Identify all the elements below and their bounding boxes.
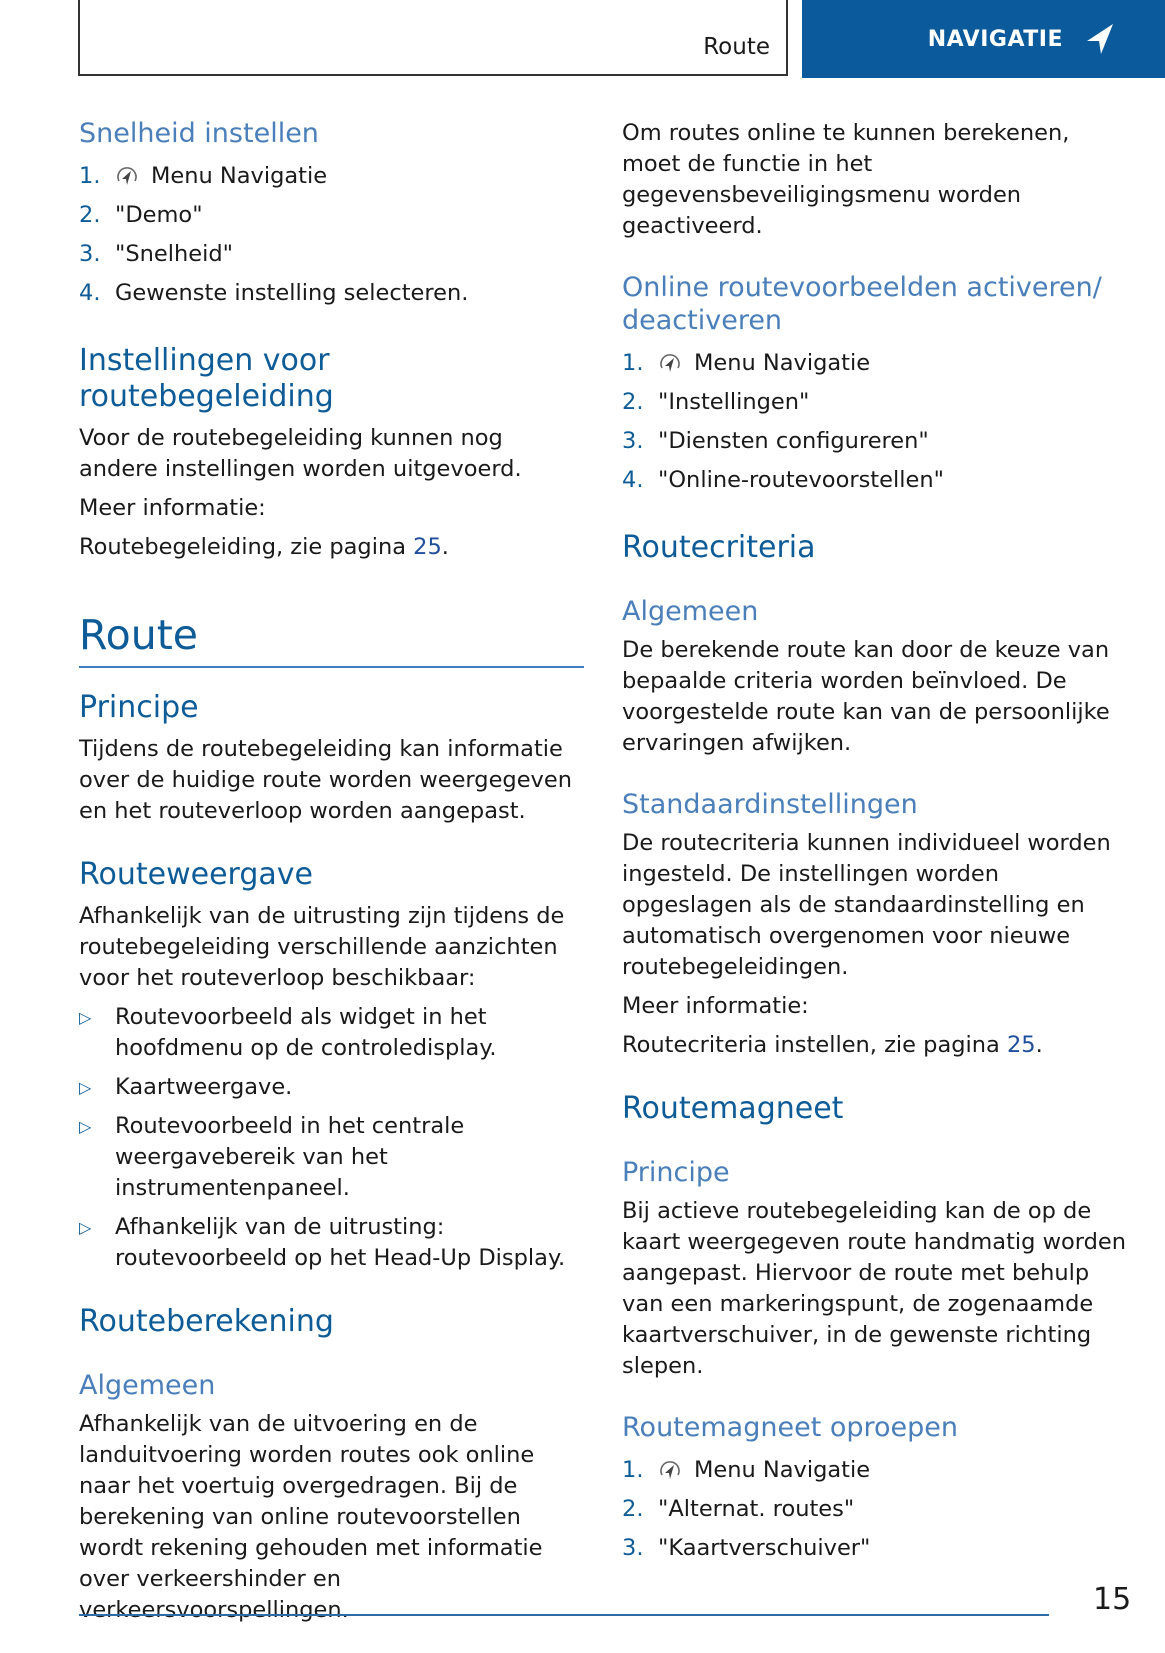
heading-instellingen-routebegeleiding: Instellingen voor routebegeleiding bbox=[79, 342, 334, 414]
step-item bbox=[622, 1529, 1127, 1568]
paragraph: Voor de routebegeleiding kunnen nog andere instellingen worden uitgevoerd. bbox=[79, 424, 522, 482]
page-link[interactable]: 25 bbox=[413, 533, 442, 560]
step-text: "Demo" bbox=[115, 201, 203, 228]
steps-snelheid bbox=[79, 157, 584, 313]
step-item bbox=[622, 344, 1127, 383]
cross-reference bbox=[79, 532, 584, 563]
chapter-tab bbox=[802, 0, 1165, 78]
bullet-item bbox=[79, 1002, 584, 1064]
step-number: 3. bbox=[622, 1534, 644, 1561]
paragraph: De routecriteria kunnen individueel worden ingesteld. De instellingen worden opgeslagen als de standaardinstelling en automatisch overgenomen voor nieuwe routebegeleidingen. bbox=[622, 829, 1111, 980]
bullet-list bbox=[79, 1002, 584, 1274]
step-number: 4. bbox=[622, 466, 644, 493]
more-info-label: Meer informatie: bbox=[79, 494, 266, 521]
bullet-item bbox=[79, 1212, 584, 1274]
paragraph: Bij actieve routebegeleiding kan de op de kaart weergegeven route handmatig worden aangepast. Hiervoor de route met behulp van een markeringspunt, de zogenaamde kaartverschuiver, in de gewenste richting slepen. bbox=[622, 1197, 1127, 1379]
right-column bbox=[622, 118, 1127, 1576]
heading-algemeen: Algemeen bbox=[79, 1370, 216, 1402]
navigation-menu-icon bbox=[658, 1458, 682, 1482]
running-header-box bbox=[78, 0, 788, 76]
step-number: 3. bbox=[79, 240, 101, 267]
step-item bbox=[622, 383, 1127, 422]
step-text: "Diensten configureren" bbox=[658, 427, 929, 454]
triangle-bullet-icon: ▷ bbox=[79, 1218, 92, 1238]
heading-routecriteria: Routecriteria bbox=[622, 529, 816, 565]
cross-reference bbox=[622, 1030, 1127, 1061]
step-text: Gewenste instelling selecteren. bbox=[115, 279, 469, 306]
step-number: 1. bbox=[622, 1456, 644, 1483]
heading-principe: Principe bbox=[79, 690, 199, 726]
heading-principe: Principe bbox=[622, 1156, 730, 1188]
navigation-menu-icon bbox=[658, 351, 682, 375]
step-item bbox=[79, 235, 584, 274]
triangle-bullet-icon: ▷ bbox=[79, 1117, 92, 1137]
heading-algemeen: Algemeen bbox=[622, 595, 759, 627]
reference-text: Routebegeleiding, zie pagina bbox=[79, 533, 414, 560]
step-number: 2. bbox=[622, 1495, 644, 1522]
left-column bbox=[79, 118, 584, 1634]
steps-online bbox=[622, 344, 1127, 500]
reference-end: . bbox=[1035, 1031, 1043, 1058]
step-text: "Instellingen" bbox=[658, 388, 810, 415]
paragraph: De berekende route kan door de keuze van bepaalde criteria worden beïnvloed. De voorgestelde route kan van de persoonlijke ervaringen afwijken. bbox=[622, 636, 1110, 756]
bullet-text: Afhankelijk van de uitrusting: routevoorbeeld op het Head-Up Display. bbox=[115, 1214, 566, 1272]
bullet-item bbox=[79, 1072, 584, 1103]
paragraph: Afhankelijk van de uitrusting zijn tijdens de routebegeleiding verschillende aanzichten voor het routeverloop beschikbaar: bbox=[79, 903, 565, 992]
step-text: "Online-routevoorstellen" bbox=[658, 466, 944, 493]
heading-routemagneet-oproepen: Routemagneet oproepen bbox=[622, 1411, 959, 1443]
bullet-item bbox=[79, 1111, 584, 1204]
reference-text: Routecriteria instellen, zie pagina bbox=[622, 1031, 1007, 1058]
running-header-section: Route bbox=[703, 34, 770, 60]
step-text: "Kaartverschuiver" bbox=[658, 1534, 871, 1561]
paragraph: Afhankelijk van de uitvoering en de landuitvoering worden routes ook online naar het voertuig overgedragen. Bij de berekening van online routevoorstellen wordt rekening gehouden met informatie over verkeershinder en verkeersvoorspellingen. bbox=[79, 1411, 543, 1624]
more-info-label: Meer informatie: bbox=[622, 992, 809, 1019]
chapter-title: NAVIGATIE bbox=[927, 26, 1063, 52]
paragraph: Om routes online te kunnen berekenen, moet de functie in het gegevensbeveiligingsmenu worden geactiveerd. bbox=[622, 120, 1070, 239]
navigation-arrow-icon bbox=[1085, 22, 1115, 56]
steps-routemagneet bbox=[622, 1451, 1127, 1568]
heading-routeberekening: Routeberekening bbox=[79, 1304, 334, 1340]
triangle-bullet-icon: ▷ bbox=[79, 1008, 92, 1028]
step-text: Menu Navigatie bbox=[151, 162, 328, 189]
step-text: Menu Navigatie bbox=[694, 349, 871, 376]
page-number: 15 bbox=[1093, 1582, 1132, 1617]
triangle-bullet-icon: ▷ bbox=[79, 1078, 92, 1098]
step-number: 1. bbox=[622, 349, 644, 376]
heading-snelheid-instellen: Snelheid instellen bbox=[79, 118, 319, 149]
step-item bbox=[79, 274, 584, 313]
bullet-text: Kaartweergave. bbox=[115, 1074, 293, 1101]
footer-rule bbox=[79, 1614, 1049, 1616]
step-item bbox=[79, 157, 584, 196]
paragraph: Tijdens de routebegeleiding kan informatie over de huidige route worden weergegeven en het routeverloop worden aangepast. bbox=[79, 736, 572, 825]
reference-end: . bbox=[441, 533, 449, 560]
page-link[interactable]: 25 bbox=[1006, 1031, 1036, 1058]
heading-routemagneet: Routemagneet bbox=[622, 1090, 844, 1126]
step-item bbox=[622, 1451, 1127, 1490]
heading-routeweergave: Routeweergave bbox=[79, 857, 313, 893]
step-number: 4. bbox=[79, 279, 101, 306]
bullet-text: Routevoorbeeld als widget in het hoofdmenu op de controledisplay. bbox=[115, 1004, 497, 1062]
step-item bbox=[622, 461, 1127, 500]
step-text: Menu Navigatie bbox=[694, 1456, 871, 1483]
navigation-menu-icon bbox=[115, 164, 139, 188]
step-item bbox=[79, 196, 584, 235]
step-number: 1. bbox=[79, 162, 101, 189]
heading-standaardinstellingen: Standaardinstellingen bbox=[622, 788, 918, 820]
bullet-text: Routevoorbeeld in het centrale weergavebereik van het instrumentenpaneel. bbox=[115, 1113, 465, 1202]
step-item bbox=[622, 1490, 1127, 1529]
heading-route: Route bbox=[79, 611, 584, 668]
step-number: 2. bbox=[622, 388, 644, 415]
heading-online-routevoorbeelden: Online routevoorbeelden activeren/ deactiveren bbox=[622, 272, 1102, 336]
step-text: "Snelheid" bbox=[115, 240, 233, 267]
step-item bbox=[622, 422, 1127, 461]
step-number: 2. bbox=[79, 201, 101, 228]
step-text: "Alternat. routes" bbox=[658, 1495, 855, 1522]
step-number: 3. bbox=[622, 427, 644, 454]
